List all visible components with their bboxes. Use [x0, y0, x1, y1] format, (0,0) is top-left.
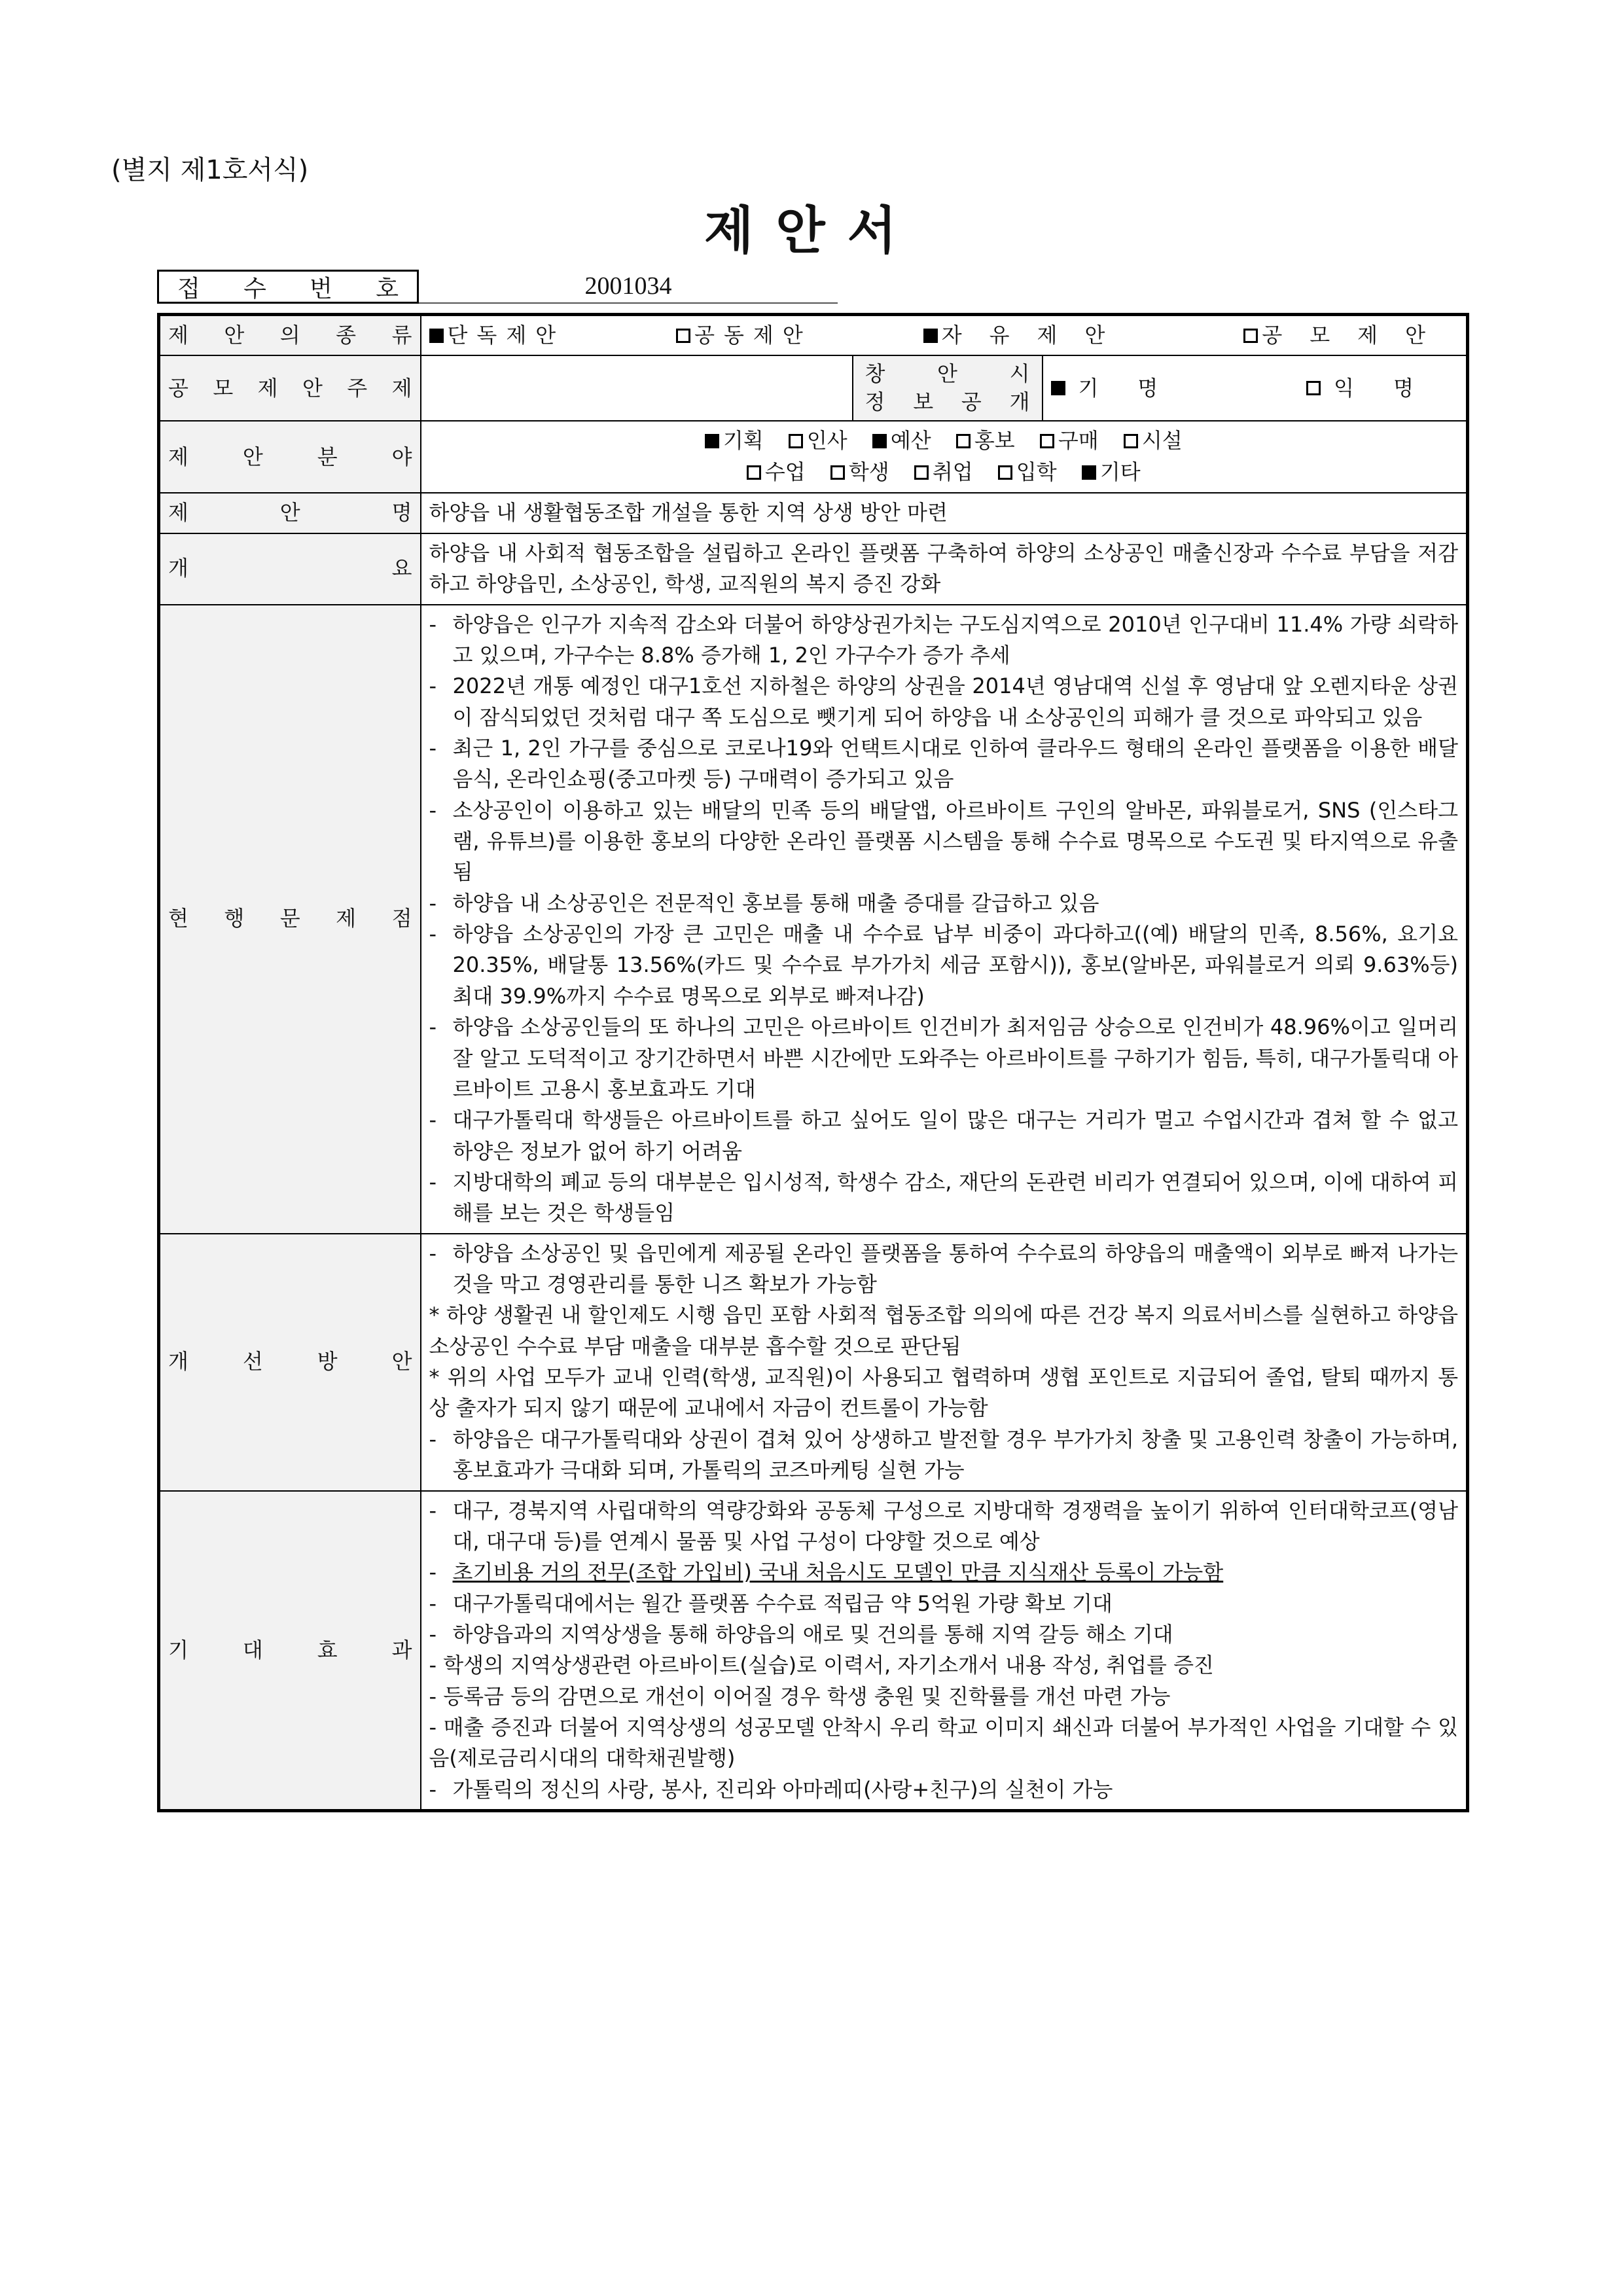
option-free-proposal[interactable] — [923, 320, 1133, 351]
effects-list — [421, 1491, 1468, 1811]
checkbox-icon — [1243, 329, 1258, 343]
list-item: - 대구, 경북지역 사립대학의 역량강화와 공동체 구성으로 지방대학 경쟁력을 높이기 위하여 인터대학코프(영남대, 대구대 등)를 연계시 물품 및 사업 구성이 다양할 것으로 예상 — [429, 1498, 1458, 1554]
field-admission[interactable] — [998, 457, 1057, 488]
list-item: - 하양읍은 인구가 지속적 감소와 더불어 하양상권가치는 구도심지역으로 2010년 인구대비 11.4% 가량 쇠락하고 있으며, 가구수는 8.8% 증가해 1, 2인 가구수가 증가 추세 — [429, 611, 1458, 668]
checkbox-icon — [789, 434, 803, 448]
problems-list — [421, 605, 1468, 1234]
improvements-label: 개 선 방 안 — [159, 1234, 421, 1491]
list-item: - 하양읍 내 소상공인은 전문적인 홍보를 통해 매출 증대를 갈급하고 있음 — [429, 890, 1099, 916]
checkbox-icon — [1306, 381, 1321, 395]
checkbox-icon — [1082, 465, 1096, 480]
field-facilities[interactable] — [1124, 425, 1183, 456]
field-personnel[interactable] — [789, 425, 847, 456]
field-other[interactable] — [1082, 457, 1141, 488]
option-label: 홍보 — [974, 428, 1015, 454]
list-item: - 대구가톨릭대에서는 월간 플랫폼 수수료 적립금 약 5억원 가량 확보 기대 — [429, 1590, 1113, 1616]
proposal-form-table — [157, 313, 1469, 1812]
list-item: - 소상공인이 이용하고 있는 배달의 민족 등의 배달앱, 아르바이트 구인의 알바몬, 파워블로거, SNS (인스타그램, 유튜브)를 이용한 홍보의 다양한 온라인 플랫폼 시스템을 통해 수수료 명목으로 수도권 및 타지역으로 유출됨 — [429, 797, 1458, 885]
effects-label: 기 대 효 과 — [159, 1491, 421, 1811]
option-label: 기타 — [1099, 459, 1141, 485]
improvements-list — [421, 1234, 1468, 1491]
list-item: * 위의 사업 모두가 교내 인력(학생, 교직원)이 사용되고 협력하며 생협 포인트로 지급되어 졸업, 탈퇴 때까지 통상 출자가 되지 않기 때문에 교내에서 자금이 컨트롤이 가능함 — [429, 1365, 1459, 1421]
list-item: - 가톨릭의 정신의 사랑, 봉사, 진리와 아마레띠(사랑+친구)의 실천이 가능 — [429, 1776, 1113, 1802]
checkbox-icon — [429, 329, 444, 343]
summary-label: 개 요 — [159, 533, 421, 605]
checkbox-icon — [830, 465, 845, 480]
contest-topic-label: 공 모 제 안 주 제 — [159, 355, 421, 421]
checkbox-icon — [872, 434, 887, 448]
receipt-number-value: 2001034 — [419, 270, 838, 304]
option-label: 예산 — [890, 428, 931, 454]
founder-info-options — [1043, 355, 1468, 421]
list-item: - 하양읍은 대구가톨릭대와 상권이 겹쳐 있어 상생하고 발전할 경우 부가가치 창출 및 고용인력 창출이 가능하며, 홍보효과가 극대화 되며, 가톨릭의 코즈마케팅 실현 가능 — [429, 1426, 1458, 1483]
option-label: 기명 — [1078, 375, 1198, 401]
checkbox-icon — [914, 465, 929, 480]
option-named[interactable] — [1051, 373, 1198, 404]
list-item: - 하양읍과의 지역상생을 통해 하양읍의 애로 및 건의를 통해 지역 갈등 해소 기대 — [429, 1622, 1173, 1647]
option-label: 기획 — [722, 428, 764, 454]
field-employment[interactable] — [914, 457, 973, 488]
option-label: 익명 — [1334, 375, 1453, 401]
founder-info-label: 창 안 시 정 보 공 개 — [853, 355, 1043, 421]
list-item: - 하양읍 소상공인 및 읍민에게 제공될 온라인 플랫폼을 통하여 수수료의 하양읍의 매출액이 외부로 빠져 나가는 것을 막고 경영관리를 통한 니즈 확보가 가능함 — [429, 1240, 1458, 1297]
list-item: - 매출 증진과 더불어 지역상생의 성공모델 안착시 우리 학교 이미지 쇄신과 더불어 부가적인 사업을 기대할 수 있음(제로금리시대의 대학채권발행) — [429, 1715, 1459, 1771]
list-item: * 하양 생활권 내 할인제도 시행 읍민 포함 사회적 협동조합 의의에 따른 건강 복지 의료서비스를 실현하고 하양읍 소상공인 수수료 부담 매출을 대부분 흡수할 것으로 판단됨 — [429, 1302, 1458, 1359]
proposal-name-label: 제 안 명 — [159, 493, 421, 533]
fields-options — [421, 421, 1468, 493]
fields-row-1 — [429, 425, 1459, 457]
checkbox-icon — [923, 329, 938, 343]
field-purchase[interactable] — [1040, 425, 1099, 456]
checkbox-icon — [998, 465, 1012, 480]
field-budget[interactable] — [872, 425, 931, 456]
form-code: (별지 제1호서식) — [111, 155, 309, 185]
summary-value: 하양읍 내 사회적 협동조합을 설립하고 온라인 플랫폼 구축하여 하양의 소상공인 매출신장과 수수료 부담을 저감하고 하양읍민, 소상공인, 학생, 교직원의 복지 증진 강화 — [421, 533, 1468, 605]
problems-label: 현 행 문 제 점 — [159, 605, 421, 1234]
option-label: 인사 — [806, 428, 847, 454]
option-label: 수업 — [764, 459, 806, 485]
option-anonymous[interactable] — [1306, 373, 1453, 404]
checkbox-icon — [1040, 434, 1054, 448]
option-solo-proposal[interactable] — [429, 320, 565, 351]
option-label: 공동제안 — [694, 323, 812, 348]
list-item: - 하양읍 소상공인들의 또 하나의 고민은 아르바이트 인건비가 최저임금 상승으로 인건비가 48.96%이고 일머리 잘 알고 도덕적이고 장기간하면서 바쁜 시간에만 도와주는 아르바이트를 구하기가 힘듬, 특히, 대구가톨릭대 아르바이트 고용시 홍보효과도 기대 — [429, 1014, 1458, 1102]
checkbox-icon — [1051, 381, 1065, 395]
field-student[interactable] — [830, 457, 889, 488]
option-label: 시설 — [1141, 428, 1183, 454]
option-joint-proposal[interactable] — [676, 320, 812, 351]
list-item: - 학생의 지역상생관련 아르바이트(실습)로 이력서, 자기소개서 내용 작성, 취업를 증진 — [429, 1653, 1214, 1678]
field-planning[interactable] — [705, 425, 764, 456]
proposal-type-label: 제 안 의 종 류 — [159, 315, 421, 356]
option-contest-proposal[interactable] — [1243, 320, 1453, 351]
proposal-name-value: 하양읍 내 생활협동조합 개설을 통한 지역 상생 방안 마련 — [421, 493, 1468, 533]
fields-row-2 — [429, 457, 1459, 488]
checkbox-icon — [705, 434, 719, 448]
list-item: - 대구가톨릭대 학생들은 아르바이트를 하고 싶어도 일이 많은 대구는 거리가 멀고 수업시간과 겹쳐 할 수 없고 하양은 정보가 없어 하기 어려움 — [429, 1107, 1458, 1164]
checkbox-icon — [1124, 434, 1138, 448]
list-item: - 등록금 등의 감면으로 개선이 이어질 경우 학생 충원 및 진학률를 개선 마련 가능 — [429, 1683, 1171, 1709]
list-item: - 하양읍 소상공인의 가장 큰 고민은 매출 내 수수료 납부 비중이 과다하고((예) 배달의 민족, 8.56%, 요기요 20.35%, 배달통 13.56%(카드 및 수수료 부가가치 세금 포함시)), 홍보(알바몬, 파워블로거 의뢰 9.63%등) 최대 39.9%까지 수수료 명목으로 외부로 빠져나감) — [429, 922, 1458, 1009]
list-item: - 초기비용 거의 전무(조합 가입비) 국내 처음시도 모델인 만큼 지식재산 등록이 가능함 — [429, 1560, 1224, 1585]
receipt-row — [157, 270, 838, 304]
fields-label: 제 안 분 야 — [159, 421, 421, 493]
list-item: - 지방대학의 폐교 등의 대부분은 입시성적, 학생수 감소, 재단의 돈관련 비리가 연결되어 있으며, 이에 대하여 피해를 보는 것은 학생들임 — [429, 1169, 1458, 1226]
checkbox-icon — [747, 465, 761, 480]
checkbox-icon — [676, 329, 690, 343]
checkbox-icon — [956, 434, 971, 448]
option-label: 구매 — [1058, 428, 1099, 454]
proposal-type-options — [421, 315, 1468, 356]
option-label: 공모제안 — [1262, 323, 1453, 348]
field-class[interactable] — [747, 457, 806, 488]
page-title: 제안서 — [704, 201, 919, 260]
option-label: 자유제안 — [941, 323, 1133, 348]
option-label: 학생 — [848, 459, 889, 485]
list-item: - 2022년 개통 예정인 대구1호선 지하철은 하양의 상권을 2014년 영남대역 신설 후 영남대 앞 오렌지타운 상권이 잠식되었던 것처럼 대구 쪽 도심으로 뺏기게 되어 하양읍 내 소상공인의 피해가 클 것으로 파악되고 있음 — [429, 673, 1458, 730]
option-label: 취업 — [932, 459, 973, 485]
field-pr[interactable] — [956, 425, 1015, 456]
receipt-number-label: 접 수 번 호 — [157, 270, 419, 304]
option-label: 입학 — [1016, 459, 1057, 485]
contest-topic-value[interactable] — [421, 355, 853, 421]
option-label: 단독제안 — [447, 323, 565, 348]
list-item: - 최근 1, 2인 가구를 중심으로 코로나19와 언택트시대로 인하여 클라우드 형태의 온라인 플랫폼을 이용한 배달음식, 온라인쇼핑(중고마켓 등) 구매력이 증가되고 있음 — [429, 735, 1458, 792]
